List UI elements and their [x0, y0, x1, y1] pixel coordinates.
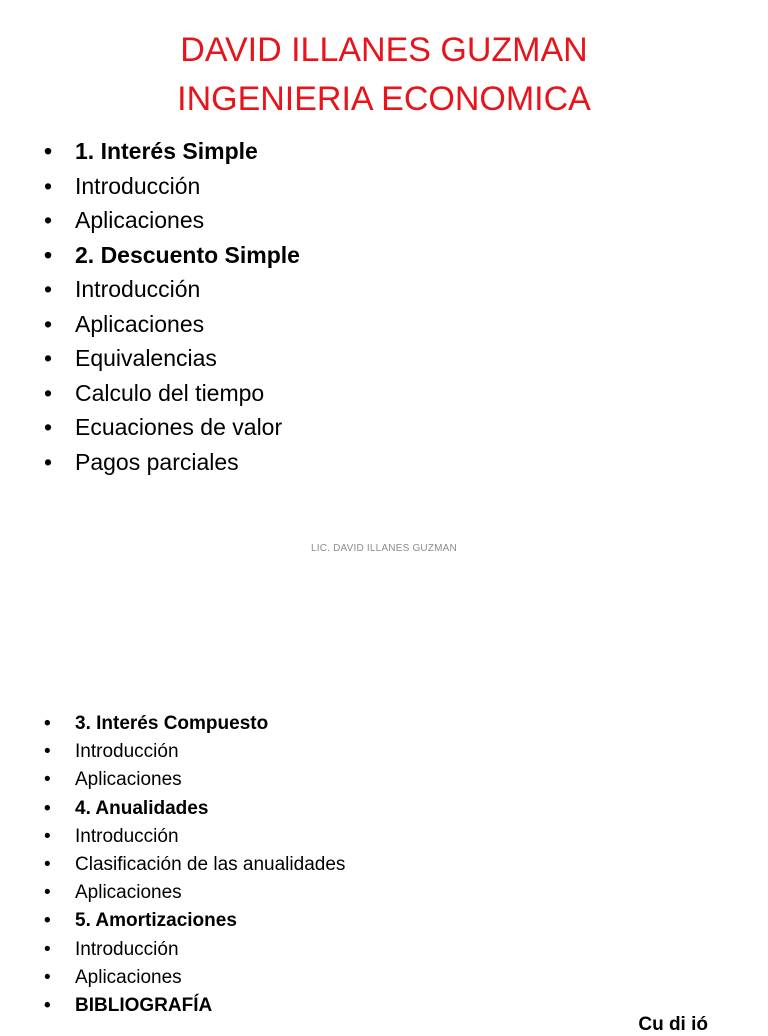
list-item: • Equivalencias [44, 341, 300, 376]
list-item: • 5. Amortizaciones [44, 907, 345, 935]
list-item: • BIBLIOGRAFÍA [44, 992, 345, 1020]
list-item: • 1. Interés Simple [44, 134, 300, 169]
list-item: • 4. Anualidades [44, 795, 345, 823]
slide-2 [0, 576, 768, 1035]
slide-2-bullet-list [44, 710, 345, 1020]
list-item: • Introducción [44, 169, 300, 204]
list-item: • Clasificación de las anualidades [44, 851, 345, 879]
list-item: • 2. Descuento Simple [44, 238, 300, 273]
list-item: • Introducción [44, 272, 300, 307]
slide-footer: LIC. DAVID ILLANES GUZMAN [311, 543, 457, 554]
list-item: • 3. Interés Compuesto [44, 710, 345, 738]
list-item: • Aplicaciones [44, 307, 300, 342]
list-item: • Introducción [44, 738, 345, 766]
list-item: • Ecuaciones de valor [44, 410, 300, 445]
list-item: • Aplicaciones [44, 203, 300, 238]
list-item: • Aplicaciones [44, 879, 345, 907]
list-item: • Calculo del tiempo [44, 376, 300, 411]
list-item: • Pagos parciales [44, 445, 300, 480]
list-item: • Introducción [44, 936, 345, 964]
title-line-2: INGENIERIA ECONOMICA [177, 80, 591, 118]
title-line-1: DAVID ILLANES GUZMAN [180, 31, 588, 69]
list-item: • Introducción [44, 823, 345, 851]
list-item: • Aplicaciones [44, 964, 345, 992]
list-item: • Aplicaciones [44, 766, 345, 794]
slide-title [0, 26, 768, 124]
cut-off-text: Cu di ió [638, 1014, 708, 1035]
slide-1-bullet-list [44, 134, 300, 479]
